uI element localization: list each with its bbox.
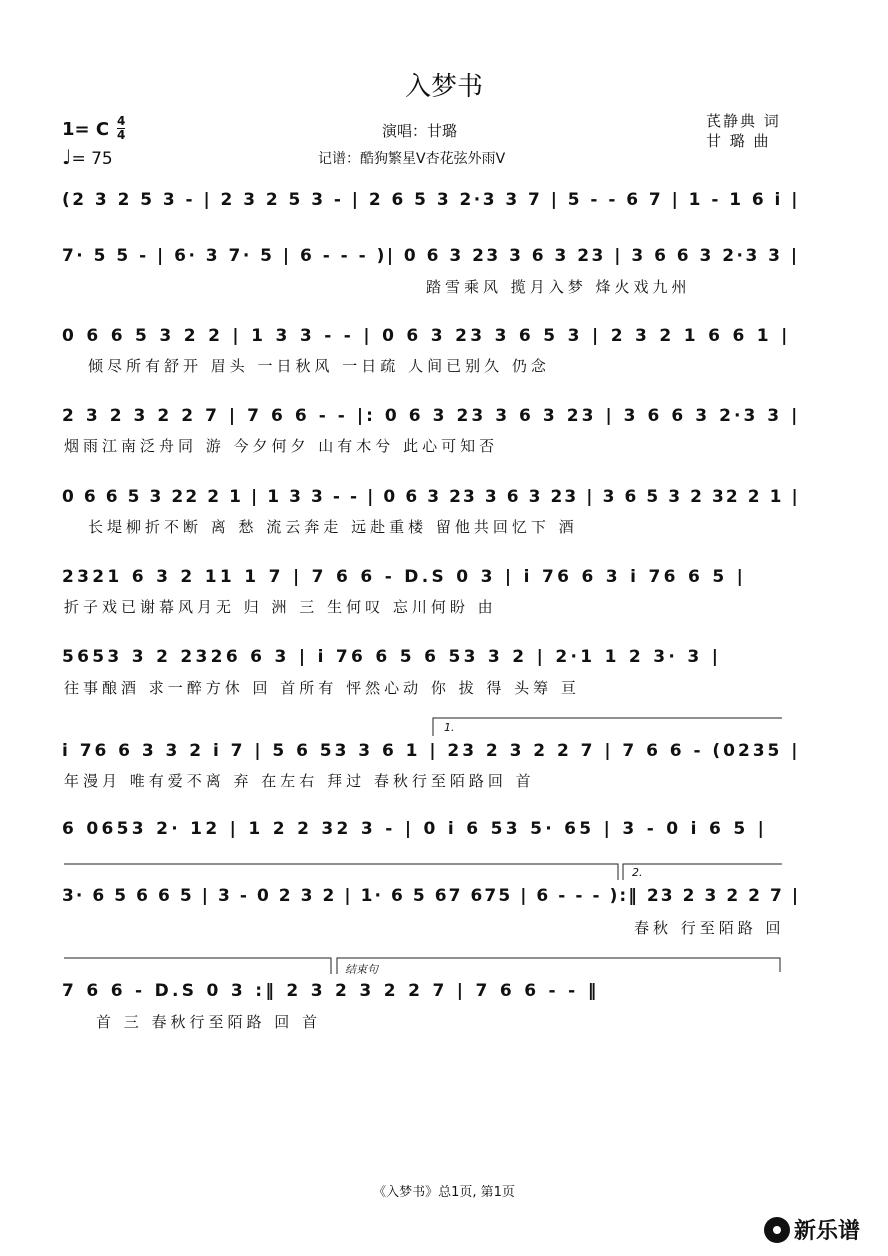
- lyric-line: 年漫月 唯有爱不离 弃 在左右 拜过 春秋行至陌路回 首: [64, 772, 535, 790]
- lyric-line: 倾尽所有舒开 眉头 一日秋风 一日疏 人间已别久 仍念: [88, 357, 550, 375]
- score-row-notes: 0 6 6 5 3 2 2 | 1 3 3 - - | 0 6 3 23 3 6 5 3 | 2 3 2 1 6 6 1 |: [62, 326, 791, 346]
- record-disc-icon: [764, 1217, 790, 1243]
- singer-credit: 演唱：甘璐: [382, 122, 458, 140]
- ending-bracket: [337, 958, 780, 974]
- score-row-notes: 2321 6 3 2 11 1 7 | 7 6 6 - D.S 0 3 | i 76 6 3 i 76 6 5 |: [62, 567, 747, 587]
- score-row-notes: (2 3 2 5 3 - | 2 3 2 5 3 - | 2 6 5 3 2·3 3 7 | 5 - - 6 7 | 1 - 1 6 i |: [62, 189, 800, 209]
- quarter-note-icon: ♩: [62, 145, 72, 169]
- time-signature-denominator: 4: [117, 128, 126, 142]
- score-row-notes: 6 0653 2· 12 | 1 2 2 32 3 - | 0 i 6 53 5· 65 | 3 - 0 i 6 5 |: [62, 819, 768, 839]
- lyric-line: 踏雪乘风 揽月入梦 烽火戏九州: [426, 278, 691, 296]
- score-row-notes: 7 6 6 - D.S 0 3 :‖ 2 3 2 3 2 2 7 | 7 6 6 - - ‖: [62, 981, 600, 1001]
- score-row-notes: 0 6 6 5 3 22 2 1 | 1 3 3 - - | 0 6 3 23 3 6 3 23 | 3 6 5 3 2 32 2 1 |: [62, 487, 800, 507]
- lyric-line: 烟雨江南泛舟同 游 今夕何夕 山有木兮 此心可知否: [64, 437, 499, 455]
- lyricist-credit: 芪静典 词: [706, 112, 781, 130]
- lyric-line: 往事酿酒 求一醉方休 回 首所有 怦然心动 你 拔 得 头筹 亘: [64, 679, 580, 697]
- tempo-value: = 75: [71, 149, 113, 169]
- score-row-notes: 7· 5 5 - | 6· 3 7· 5 | 6 - - - )| 0 6 3 23 3 6 3 23 | 3 6 6 3 2·3 3 |: [62, 246, 800, 266]
- volta-1-bracket: [433, 718, 782, 736]
- song-title: 入梦书: [404, 72, 483, 102]
- lyric-line: 春秋 行至陌路 回: [634, 919, 785, 937]
- lyric-line: 折子戏已谢幕风月无 归 洲 三 生何叹 忘川何盼 由: [64, 598, 497, 616]
- site-logo: [764, 1214, 860, 1245]
- volta-2-label: 2.: [632, 866, 643, 879]
- volta-1-label: 1.: [444, 721, 455, 734]
- logo-text: 新乐谱: [794, 1219, 861, 1244]
- ending-label: 结束句: [345, 963, 378, 976]
- composer-credit: 甘 璐 曲: [706, 132, 771, 150]
- key-signature: 1= C: [62, 119, 110, 140]
- volta-1-bracket-cont: [64, 864, 618, 880]
- lyric-line: 首 三 春秋行至陌路 回 首: [96, 1013, 322, 1031]
- time-signature-numerator: 4: [117, 114, 126, 128]
- volta-2-bracket: [623, 864, 782, 880]
- lyric-line: 长堤柳折不断 离 愁 流云奔走 远赴重楼 留他共回忆下 酒: [88, 518, 578, 536]
- score-row-notes: i 76 6 3 3 2 i 7 | 5 6 53 3 6 1 | 23 2 3 2 2 7 | 7 6 6 - (0235 |: [62, 741, 801, 761]
- volta-2-bracket-cont: [64, 958, 331, 974]
- transcriber-credit: 记谱：酷狗繁星V杏花弦外雨V: [318, 151, 506, 167]
- score-row-notes: 2 3 2 3 2 2 7 | 7 6 6 - - |: 0 6 3 23 3 6 3 23 | 3 6 6 3 2·3 3 |: [62, 406, 801, 426]
- score-row-notes: 3· 6 5 6 6 5 | 3 - 0 2 3 2 | 1· 6 5 67 675 | 6 - - - ):‖ 23 2 3 2 2 7 |: [62, 886, 801, 906]
- score-row-notes: 5653 3 2 2326 6 3 | i 76 6 5 6 53 3 2 | 2·1 1 2 3· 3 |: [62, 647, 722, 667]
- page-footer: 《入梦书》总1页, 第1页: [373, 1185, 515, 1200]
